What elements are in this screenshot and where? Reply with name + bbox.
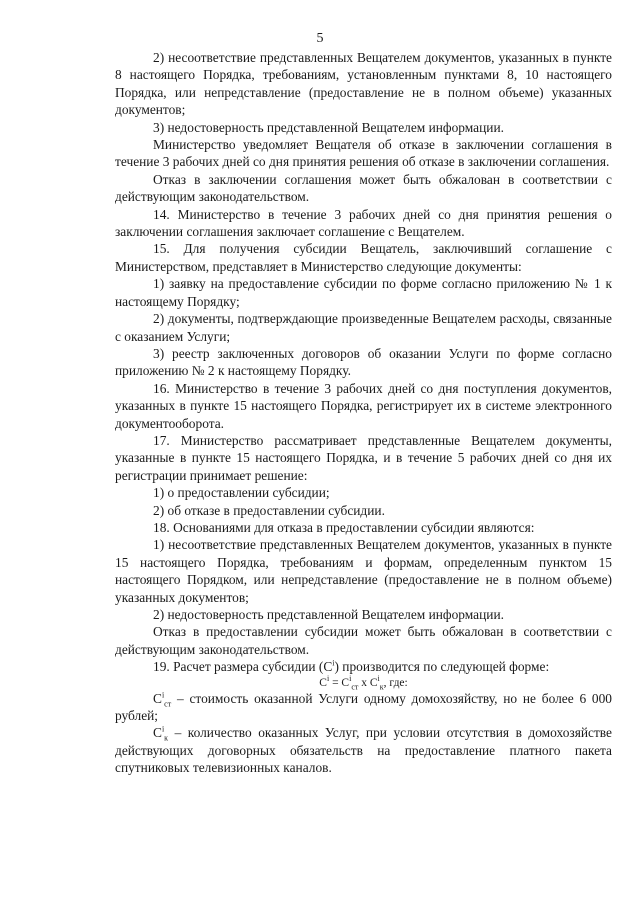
definition-cost	[115, 690, 612, 725]
def1-text: – стоимость оказанной Услуги одному домохозяйству, но не более 6 000 рублей;	[115, 690, 612, 724]
def1-sup: i	[161, 690, 165, 700]
paragraph: 16. Министерство в течение 3 рабочих дней со дня поступления документов, указанных в пункте 15 настоящего Порядка, регистрирует их в системе электронного документооборота.	[115, 380, 612, 431]
paragraph: Отказ в заключении соглашения может быть обжалован в соответствии с действующим законодательством.	[115, 171, 612, 205]
formula-t1-sup: i	[349, 673, 352, 683]
document-body	[115, 49, 612, 777]
formula-times: х С	[358, 676, 378, 689]
paragraph: 1) несоответствие представленных Вещателем документов, указанных в пункте 15 настоящего Порядка, требованиям и формам, определенным пунктом 15 настоящего Порядком, или непредставление (предоставление не в полном объеме) указанных документов;	[115, 537, 612, 605]
formula-t2-sup: i	[377, 673, 380, 683]
paragraph-19	[115, 658, 612, 675]
paragraph: 2) документы, подтверждающие произведенные Вещателем расходы, связанные с оказанием Услуги;	[115, 311, 612, 344]
paragraph: Министерство уведомляет Вещателя об отказе в заключении соглашения в течение 3 рабочих дней со дня принятия решения об отказе в заключении соглашения.	[115, 137, 612, 170]
paragraph: 17. Министерство рассматривает представленные Вещателем документы, указанные в пункте 15 настоящего Порядка, и в течение 5 рабочих дней со дня их регистрации принимает решение:	[115, 432, 612, 483]
paragraph: 1) заявку на предоставление субсидии по форме согласно приложению № 1 к настоящему Порядку;	[115, 276, 612, 309]
p19-text: 19. Расчет размера субсидии (С	[153, 659, 333, 675]
def1-symbol: С	[153, 690, 162, 706]
def2-sup: i	[161, 724, 165, 734]
def2-symbol: С	[153, 725, 162, 741]
formula-eq: = С	[329, 676, 350, 689]
page-number: 5	[316, 31, 324, 46]
paragraph: 2) недостоверность представленной Вещателем информации.	[153, 607, 504, 622]
formula-t2-sub: к	[379, 681, 384, 691]
def1-sub: ст	[164, 699, 172, 709]
p19-tail: ) производится по следующей форме:	[334, 659, 550, 675]
paragraph: 1) о предоставлении субсидии;	[153, 485, 330, 501]
paragraph: 3) недостоверность представленной Вещателем информации.	[153, 119, 504, 135]
formula-lhs-sup: i	[326, 673, 330, 683]
subsidy-formula	[115, 673, 612, 691]
paragraph: 3) реестр заключенных договоров об оказании Услуги по форме согласно приложению № 2 к настоящему Порядку.	[115, 345, 612, 379]
definition-count	[115, 724, 612, 776]
formula-lhs: С	[319, 676, 327, 689]
p19-sup: i	[332, 658, 335, 668]
paragraph: Отказ в предоставлении субсидии может быть обжалован в соответствии с действующим законодательством.	[115, 624, 612, 657]
def2-sub: к	[164, 734, 169, 744]
paragraph: 18. Основаниями для отказа в предоставлении субсидии являются:	[153, 519, 535, 535]
paragraph: 2) об отказе в предоставлении субсидии.	[153, 502, 385, 518]
paragraph: 14. Министерство в течение 3 рабочих дней со дня принятия решения о заключении соглашения заключает соглашение с Вещателем.	[115, 206, 612, 240]
def2-text: – количество оказанных Услуг, при условии отсутствия в домохозяйстве действующих договорных обязательств на предоставление платного пакета спутниковых телевизионных каналов.	[115, 725, 612, 776]
paragraph: 2) несоответствие представленных Вещателем документов, указанных в пункте 8 настоящего Порядка, требованиям, установленным пунктами 8, 10 настоящего Порядка, или непредставление (предоставление не в полном объеме) указанных документов;	[115, 50, 612, 118]
paragraph: 15. Для получения субсидии Вещатель, заключивший соглашение с Министерством, представляет в Министерство следующие документы:	[115, 241, 612, 274]
formula-tail: , где:	[383, 676, 408, 689]
formula-t1-sub: ст	[351, 681, 359, 691]
